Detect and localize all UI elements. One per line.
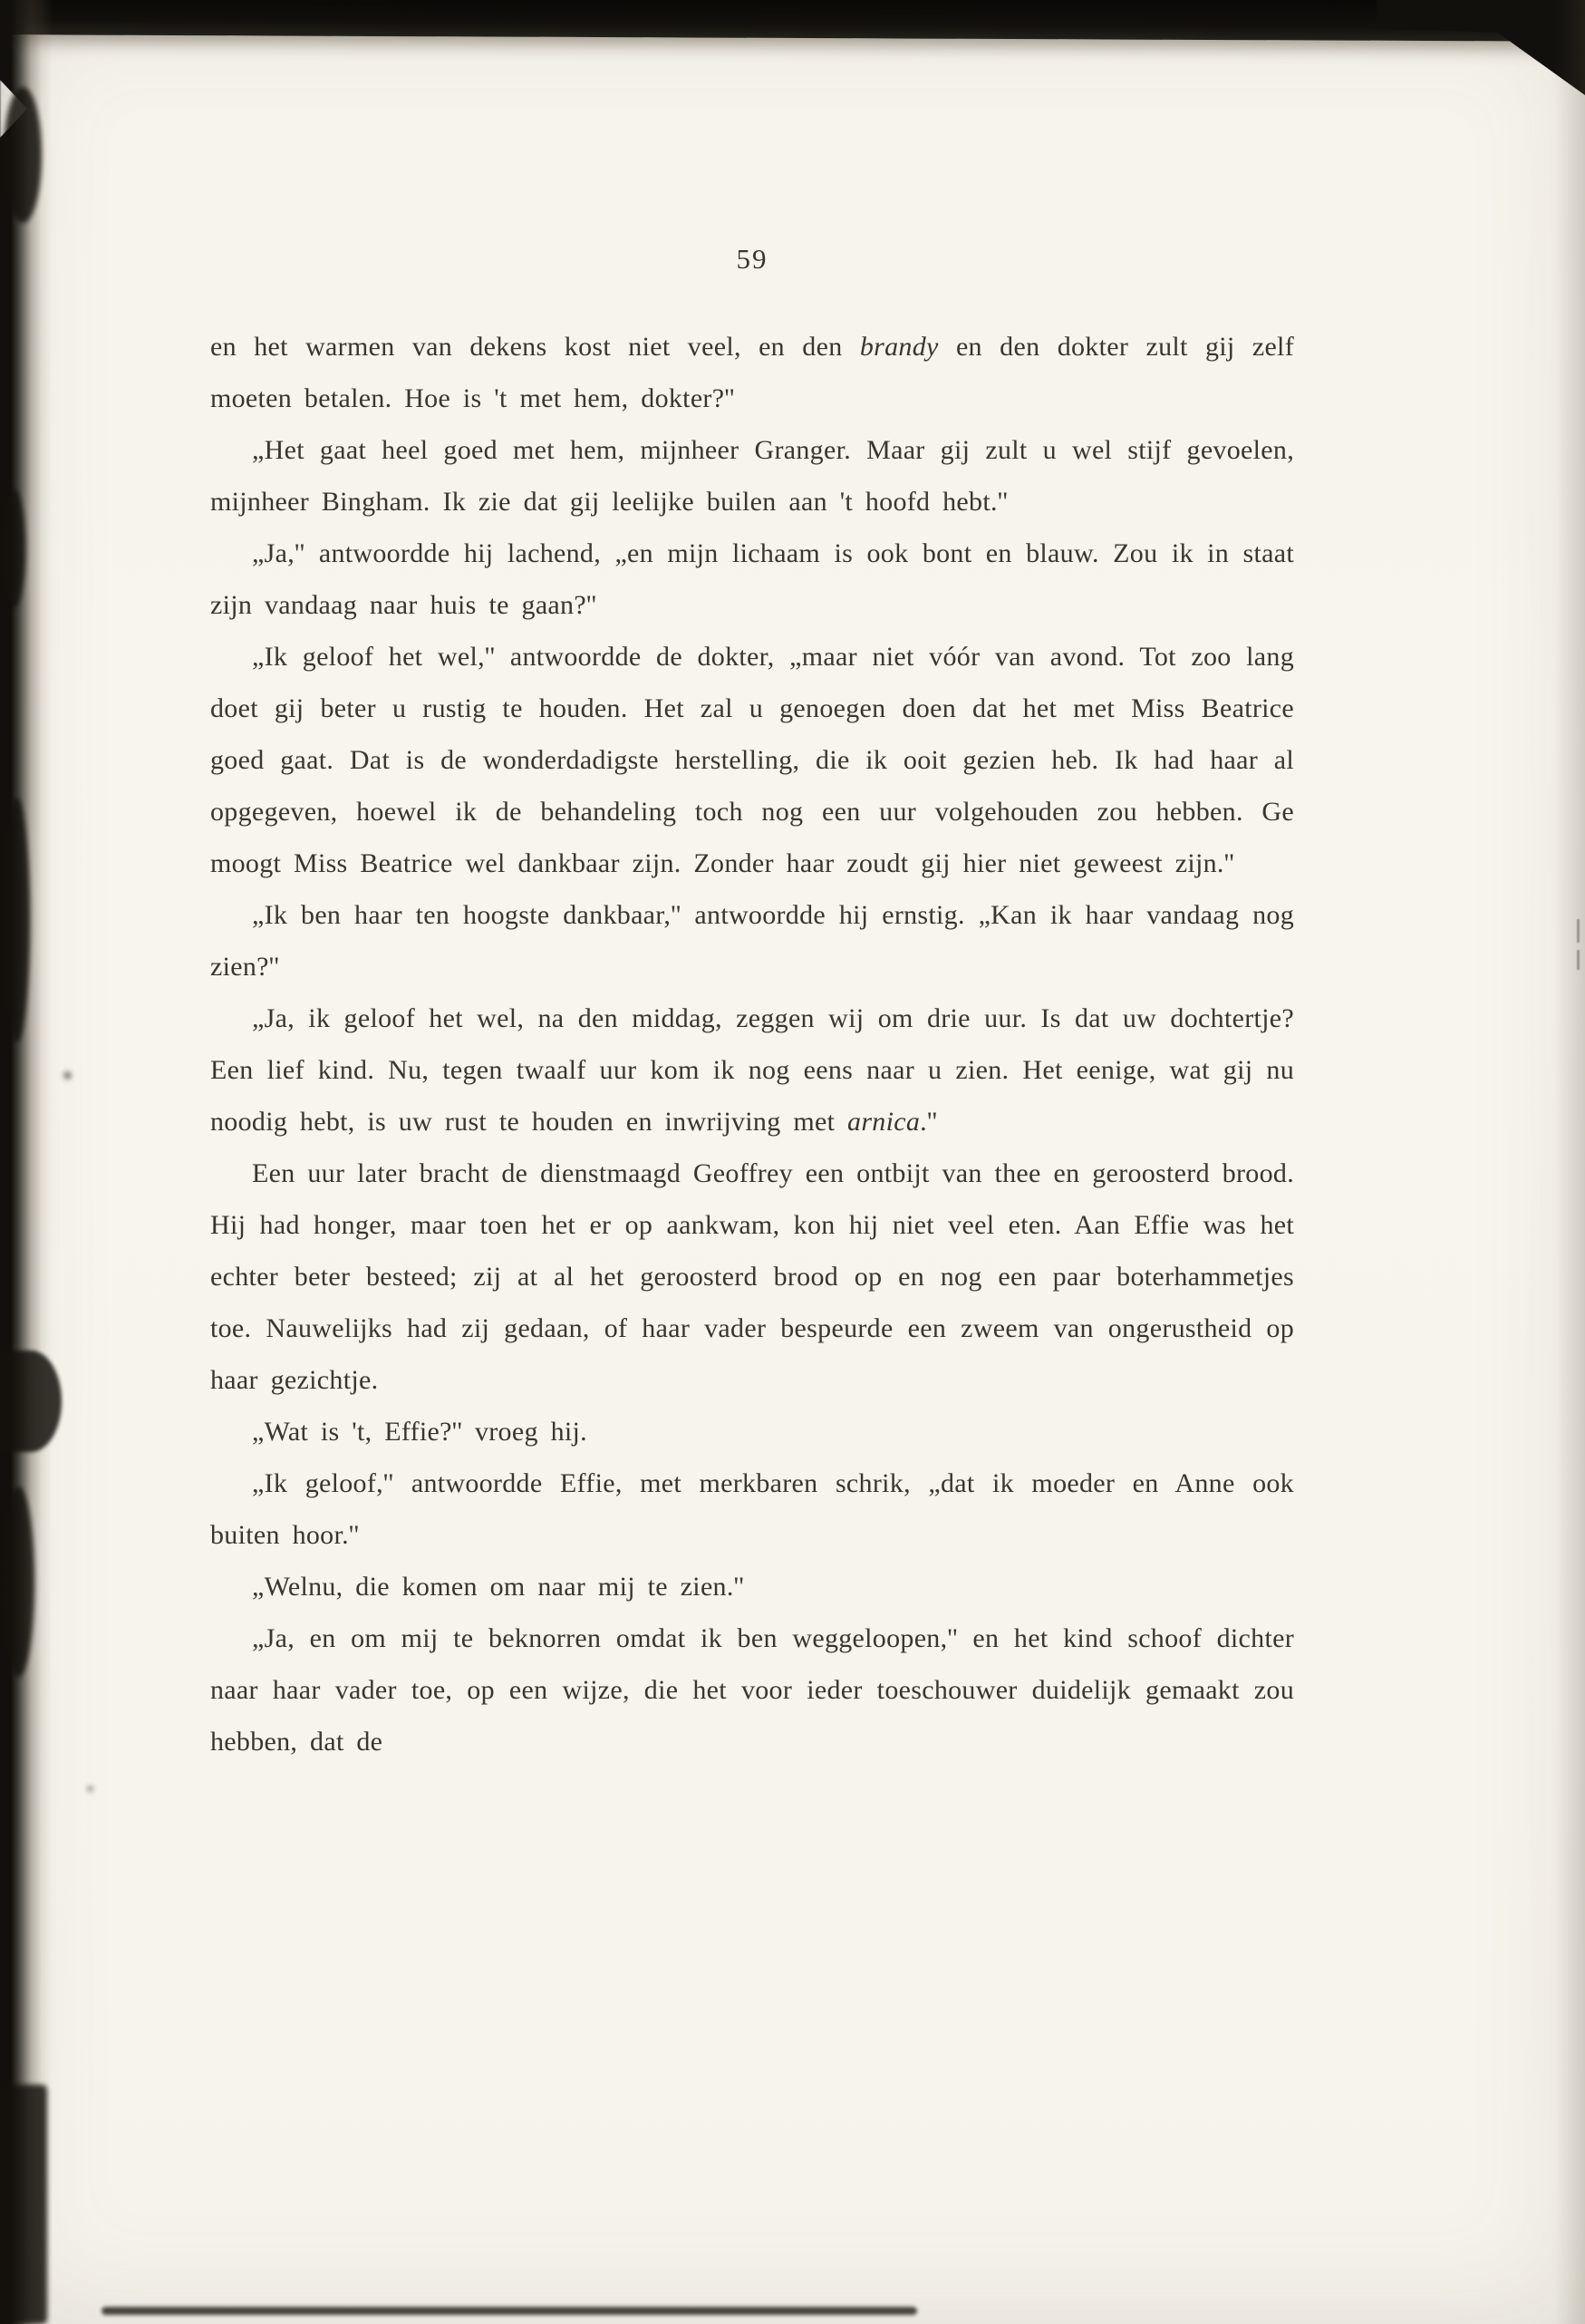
- text-run: „Ja,'' antwoordde hij lachend, „en mijn lichaam is ook bont en blauw. Zou ik in staat zijn vandaag naar huis te gaan?'': [210, 538, 1294, 620]
- page-number: 59: [736, 243, 768, 275]
- margin-mark: [1577, 919, 1580, 943]
- scan-left-edge: [0, 0, 53, 2324]
- text-run: „Ja, en om mij te beknorren omdat ik ben weggeloopen,'' en het kind schoof dichter naar haar vader toe, op een wijze, die het voor ieder toeschouwer duidelijk gemaakt zou hebben, dat de: [210, 1623, 1294, 1757]
- page-text: [210, 321, 1294, 1767]
- text-run: „Ik geloof,'' antwoordde Effie, met merkbaren schrik, „dat ik moeder en Anne ook buiten hoor.'': [210, 1468, 1294, 1550]
- scan-artifact: [2, 1486, 34, 1677]
- scan-speck: [63, 1071, 72, 1080]
- text-run: „Wat is 't, Effie?'' vroeg hij.: [252, 1417, 587, 1447]
- paragraph: [210, 1457, 1294, 1561]
- scan-top-edge: [0, 0, 1585, 42]
- paragraph: [210, 993, 1294, 1147]
- scan-artifact: [2, 489, 25, 607]
- italic-text: arnica: [847, 1107, 921, 1137]
- scan-artifact: [0, 1351, 62, 1452]
- text-run: „Ja, ik geloof het wel, na den middag, zeggen wij om drie uur. Is dat uw dochtertje? Een lief kind. Nu, tegen twaalf uur kom ik nog eens naar u zien. Het eenige, wat gij nu noodig hebt, is uw rust te houden en inwrijving met: [210, 1003, 1294, 1137]
- text-run: .'': [920, 1107, 938, 1137]
- scan-right-shadow: [1554, 0, 1585, 2324]
- text-run: „Ik geloof het wel,'' antwoordde de dokter, „maar niet vóór van avond. Tot zoo lang doet gij beter u rustig te houden. Het zal u genoegen doen dat het met Miss Beatrice goed gaat. Dat is de wonderdadigste herstelling, die ik ooit gezien heb. Ik had haar al opgegeven, hoewel ik de behandeling toch nog een uur volgehouden zou hebben. Ge moogt Miss Beatrice wel dankbaar zijn. Zonder haar zoudt gij hier niet geweest zijn.'': [210, 642, 1294, 878]
- scan-artifact: [4, 87, 42, 223]
- paragraph: [210, 889, 1294, 993]
- scan-bottom-edge: [101, 2307, 917, 2315]
- scan-artifact: [0, 2085, 47, 2324]
- paragraph: [210, 528, 1294, 631]
- text-run: en den dokter zult gij zelf moeten betalen. Hoe is 't met hem, dokter?'': [210, 332, 1294, 413]
- text-run: „Welnu, die komen om naar mij te zien.'': [252, 1572, 745, 1602]
- text-run: Een uur later bracht de dienstmaagd Geoffrey een ontbijt van thee en geroosterd brood. Hij had honger, maar toen het er op aankwam, kon hij niet veel eten. Aan Effie was het echter beter besteed; zij at al het geroosterd brood op en nog een paar boterhammetjes toe. Nauwelijks had zij gedaan, of haar vader bespeurde een zweem van ongerustheid op haar gezichtje.: [210, 1158, 1294, 1395]
- scan-artifact: [3, 798, 30, 1042]
- paragraph: [210, 321, 1294, 424]
- text-run: en het warmen van dekens kost niet veel, en den: [210, 332, 860, 362]
- paragraph: [210, 1561, 1294, 1612]
- margin-mark: [1577, 950, 1580, 970]
- paragraph: [210, 1612, 1294, 1767]
- text-run: „Het gaat heel goed met hem, mijnheer Granger. Maar gij zult u wel stijf gevoelen, mijnheer Bingham. Ik zie dat gij leelijke builen aan 't hoofd hebt.'': [210, 435, 1294, 517]
- italic-text: brandy: [859, 332, 939, 362]
- paragraph: [210, 1147, 1294, 1406]
- text-run: „Ik ben haar ten hoogste dankbaar,'' antwoordde hij ernstig. „Kan ik haar vandaag nog zien?'': [210, 900, 1294, 982]
- paragraph: [210, 424, 1294, 528]
- scan-speck: [87, 1786, 93, 1792]
- paragraph: [210, 631, 1294, 889]
- paragraph: [210, 1406, 1294, 1457]
